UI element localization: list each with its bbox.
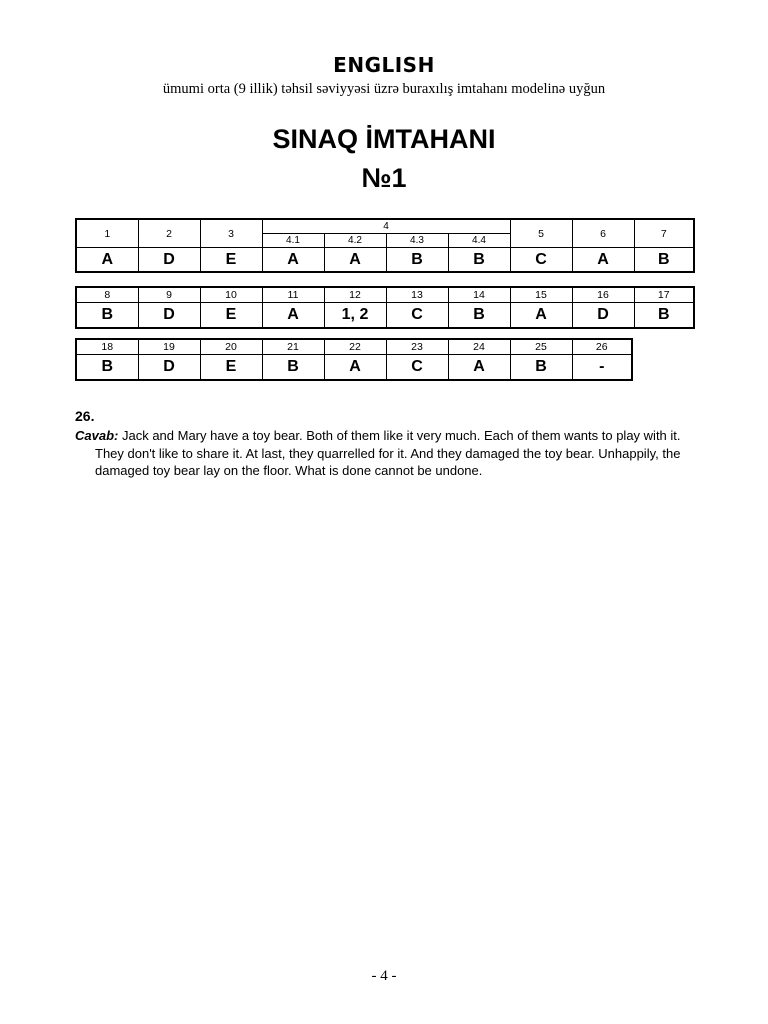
question-number: 6 [572, 219, 634, 248]
answer-cell: D [572, 303, 634, 329]
sub-question-number: 4.1 [262, 234, 324, 248]
question-number: 12 [324, 287, 386, 303]
answer-cell: 1, 2 [324, 303, 386, 329]
exam-title: SINAQ İMTAHANI [272, 124, 496, 154]
question-number: 3 [200, 219, 262, 248]
answer-cell: A [324, 248, 386, 273]
open-question-answer [75, 427, 695, 480]
open-question-number: 26. [75, 408, 95, 424]
question-number: 16 [572, 287, 634, 303]
sub-question-number: 4.2 [324, 234, 386, 248]
answer-cell: A [510, 303, 572, 329]
question-number: 9 [138, 287, 200, 303]
answer-cell: B [510, 355, 572, 381]
answer-cell: B [262, 355, 324, 381]
question-number: 26 [572, 339, 632, 355]
exam-number: №1 [361, 163, 407, 193]
answer-table-2 [75, 286, 695, 329]
answer-cell: B [448, 303, 510, 329]
question-number: 17 [634, 287, 694, 303]
subject-title: ENGLISH [333, 53, 435, 77]
question-number: 19 [138, 339, 200, 355]
question-number: 5 [510, 219, 572, 248]
sub-question-number: 4.3 [386, 234, 448, 248]
answer-cell: A [448, 355, 510, 381]
answer-body: Jack and Mary have a toy bear. Both of them like it very much. Each of them wants to play with it. They don't like to share it. At last, they quarrelled for it. And they damaged the toy bear. Unhappily, the damaged toy bear lay on the floor. What is done cannot be undone. [95, 428, 681, 478]
subtitle: ümumi orta (9 illik) təhsil səviyyəsi üzrə buraxılış imtahanı modelinə uyğun [162, 81, 606, 97]
answer-cell: D [138, 248, 200, 273]
answer-cell: E [200, 355, 262, 381]
question-number: 14 [448, 287, 510, 303]
answer-cell: A [76, 248, 138, 273]
question-number: 1 [76, 219, 138, 248]
question-number: 7 [634, 219, 694, 248]
question-number: 25 [510, 339, 572, 355]
answer-cell: D [138, 355, 200, 381]
question-number: 18 [76, 339, 138, 355]
question-number: 10 [200, 287, 262, 303]
question-number: 23 [386, 339, 448, 355]
question-number: 22 [324, 339, 386, 355]
answer-table-1 [75, 218, 695, 273]
answer-cell: A [572, 248, 634, 273]
question-number: 8 [76, 287, 138, 303]
answer-cell: C [386, 303, 448, 329]
answer-cell: B [634, 248, 694, 273]
answer-table-3 [75, 338, 633, 381]
answer-cell: E [200, 248, 262, 273]
answer-cell: B [634, 303, 694, 329]
answer-cell: C [510, 248, 572, 273]
question-number: 24 [448, 339, 510, 355]
answer-cell: E [200, 303, 262, 329]
answer-cell: D [138, 303, 200, 329]
answer-cell: B [448, 248, 510, 273]
question-number: 11 [262, 287, 324, 303]
question-number: 21 [262, 339, 324, 355]
question-number: 13 [386, 287, 448, 303]
answer-cell: C [386, 355, 448, 381]
answer-cell: A [262, 303, 324, 329]
question-number: 4 [262, 219, 510, 234]
answer-cell: A [262, 248, 324, 273]
answer-label: Cavab: [75, 428, 119, 443]
question-number: 15 [510, 287, 572, 303]
answer-cell: - [572, 355, 632, 381]
sub-question-number: 4.4 [448, 234, 510, 248]
answer-cell: B [386, 248, 448, 273]
answer-cell: B [76, 303, 138, 329]
question-number: 20 [200, 339, 262, 355]
question-number: 2 [138, 219, 200, 248]
answer-cell: A [324, 355, 386, 381]
answer-cell: B [76, 355, 138, 381]
page-number: - 4 - [371, 968, 397, 984]
